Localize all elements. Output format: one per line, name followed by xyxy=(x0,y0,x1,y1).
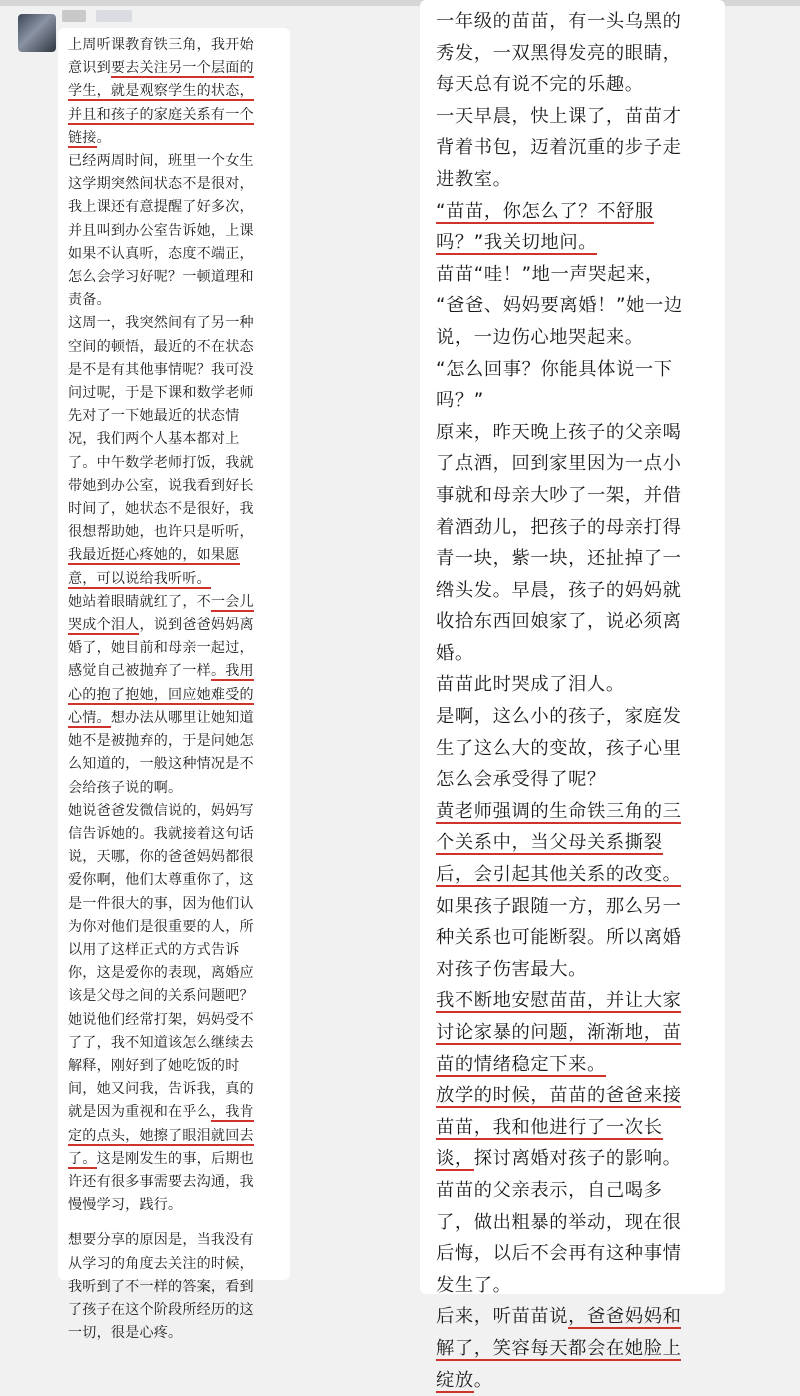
text-line xyxy=(436,1017,720,1049)
text-line: 是不是有其他事情呢？我可没 xyxy=(68,361,254,378)
text-line xyxy=(436,1080,720,1112)
text-line: 以用了这样正式的方式告诉 xyxy=(68,941,240,958)
text-line: 苗苗的父亲表示，自己喝多 xyxy=(436,1179,663,1201)
underlined-text: 。我用 xyxy=(210,663,254,680)
text-line: 你，这是爱你的表现，离婚应 xyxy=(68,965,254,982)
text-line: 背着书包，迈着沉重的步子走 xyxy=(436,137,682,159)
underlined-text: 要去关注另一个层面的 xyxy=(110,60,254,77)
text-line xyxy=(68,707,288,730)
text-line: 收拾东西回娘家了，说必须离 xyxy=(436,611,682,633)
text-line xyxy=(436,1365,720,1396)
text-line xyxy=(436,1301,720,1333)
underlined-text: ，爸爸妈妈和 xyxy=(568,1306,682,1328)
text-line: 着酒劲儿，把孩子的母亲打得 xyxy=(436,516,682,538)
text-line: 该是父母之间的关系问题吧？ xyxy=(68,988,254,1005)
text-line: 解释，刚好到了她吃饭的时 xyxy=(68,1057,240,1074)
underlined-text: 并且和孩子的家庭关系有一个 xyxy=(68,106,254,123)
text-line xyxy=(68,80,288,103)
underlined-text: 心的抱了抱她，回应她难受的 xyxy=(68,686,254,703)
underlined-text: 心情。 xyxy=(68,709,111,726)
underlined-text: 苗的情绪稳定下来。 xyxy=(436,1053,606,1075)
text-line xyxy=(68,614,288,637)
text-line xyxy=(436,859,720,891)
text-line: 了了，我不知道该怎么继续去 xyxy=(68,1034,254,1051)
text-line: 婚了，她目前和母亲一起过， xyxy=(68,640,254,657)
text-line: 说，一边伤心地哭起来。 xyxy=(436,326,644,348)
text-line xyxy=(436,827,720,859)
text-line: 想要分享的原因是，当我没有 xyxy=(68,1232,254,1249)
text-line: 绺头发。早晨，孩子的妈妈就 xyxy=(436,579,682,601)
underlined-text: 后，会引起其他关系的改变。 xyxy=(436,864,682,886)
text-line: 是啊，这么小的孩子，家庭发 xyxy=(436,706,682,728)
text-line xyxy=(68,544,288,567)
text-line: 会给孩子说的啊。 xyxy=(68,779,183,796)
text-line xyxy=(68,568,288,591)
text-line xyxy=(68,57,288,80)
text-line: 爱你啊，他们太尊重你了，这 xyxy=(68,872,254,889)
text-line: 慢慢学习，践行。 xyxy=(68,1197,183,1214)
text-line: 原来，昨天晚上孩子的父亲喝 xyxy=(436,421,682,443)
text-line xyxy=(436,985,720,1017)
text-line xyxy=(436,196,720,228)
text-line: 信告诉她的。我就接着这句话 xyxy=(68,825,254,842)
text-line: 了点酒，回到家里因为一点小 xyxy=(436,453,682,475)
underlined-text: 绽放 xyxy=(436,1369,474,1391)
text-line xyxy=(68,684,288,707)
text-line: 么知道的，一般这种情况是不 xyxy=(68,756,254,773)
text-line: 对孩子伤害最大。 xyxy=(436,958,588,980)
text-segment: ，说到爸爸妈妈离 xyxy=(139,617,254,634)
text-line: 一年级的苗苗，有一头乌黑的 xyxy=(436,11,682,32)
text-line: 这周一，我突然间有了另一种 xyxy=(68,315,254,332)
text-line: 我上课还有意提醒了好多次， xyxy=(68,199,254,216)
underlined-text: “苗苗，你怎么了？不舒服 xyxy=(436,200,654,222)
text-line: 秀发，一双黑得发亮的眼睛， xyxy=(436,42,682,64)
text-line: 她说爸爸发微信说的，妈妈写 xyxy=(68,802,254,819)
text-line: 如果孩子跟随一方，那么另一 xyxy=(436,895,682,917)
text-segment: 想办法从哪里让她知道 xyxy=(110,709,254,726)
text-line xyxy=(68,1125,288,1148)
text-line: 进教室。 xyxy=(436,168,512,190)
text-line: 她说他们经常打架，妈妈受不 xyxy=(68,1011,254,1028)
user-avatar-icon[interactable] xyxy=(18,14,56,52)
text-line: 上周听课教育铁三角，我开始 xyxy=(68,37,254,53)
blurred-name-tag xyxy=(96,10,132,22)
text-line: 时间了，她状态不是很好，我 xyxy=(68,501,254,518)
underlined-text: 苗苗，我和他进行了一次长 xyxy=(436,1116,663,1138)
text-line: 后悔，以后不会再有这种事情 xyxy=(436,1243,682,1265)
underlined-text: 了。 xyxy=(68,1150,97,1167)
text-line: 苗苗此时哭成了泪人。 xyxy=(436,674,625,696)
paragraph-gap xyxy=(68,1217,288,1229)
text-line: 空间的顿悟，最近的不在状态 xyxy=(68,338,254,355)
text-line: 我听到了不一样的答案，看到 xyxy=(68,1278,254,1295)
text-line: 为你对他们是很重要的人，所 xyxy=(68,918,254,935)
text-line xyxy=(436,227,720,259)
underlined-text: 黄老师强调的生命铁三角的三 xyxy=(436,800,682,822)
text-line xyxy=(68,127,288,150)
underlined-text: ，我肯 xyxy=(210,1104,254,1121)
underlined-text: 定的点头，她擦了眼泪就回去 xyxy=(68,1127,254,1144)
text-line: 带她到办公室，说我看到好长 xyxy=(68,477,254,494)
text-line: 问过呢，于是下课和数学老师 xyxy=(68,385,254,402)
text-line: 这学期突然间状态不是很对， xyxy=(68,176,254,193)
text-segment: 。 xyxy=(473,1369,493,1391)
text-line: 许还有很多事需要去沟通，我 xyxy=(68,1173,254,1190)
text-line: 并且叫到办公室告诉她，上课 xyxy=(68,222,254,239)
text-line: 从学习的角度去关注的时候， xyxy=(68,1255,254,1272)
underlined-text: 讨论家暴的问题，渐渐地，苗 xyxy=(436,1022,682,1043)
text-segment: 就是因为重视和在乎么 xyxy=(68,1104,211,1121)
text-line: 婚。 xyxy=(436,642,474,664)
underlined-text: 意，可以说给我听听。 xyxy=(68,570,211,587)
underlined-text: 个关系中，当父母关系撕裂 xyxy=(436,832,663,854)
text-line: 是一件很大的事，因为他们认 xyxy=(68,895,254,912)
underlined-text: 学生，就是观察学生的状态， xyxy=(68,83,254,100)
text-line xyxy=(436,1049,720,1081)
text-line: 吗？” xyxy=(436,390,484,412)
text-segment: 她站着眼睛就红了，不 xyxy=(68,593,211,610)
underlined-text: 放学的时候，苗苗的爸爸来接 xyxy=(436,1085,682,1107)
left-post-text xyxy=(68,34,288,1345)
text-segment: 感觉自己被抛弃了一样 xyxy=(68,663,211,680)
text-line: 她不是被抛弃的，于是问她怎 xyxy=(68,733,254,750)
text-line: 很想帮助她，也许只是听听， xyxy=(68,524,254,541)
text-line: 责备。 xyxy=(68,292,111,309)
text-line: “怎么回事？你能具体说一下 xyxy=(436,358,673,380)
text-line: 一天早晨，快上课了，苗苗才 xyxy=(436,105,682,127)
text-line: 生了这么大的变故，孩子心里 xyxy=(436,737,682,759)
text-line: 苗苗“哇！”地一声哭起来， xyxy=(436,263,664,285)
text-line: 事就和母亲大吵了一架，并借 xyxy=(436,484,682,506)
underlined-text: 一会儿 xyxy=(210,593,254,610)
text-line: 先对了一下她最近的状态情 xyxy=(68,408,240,425)
text-line: “爸爸、妈妈要离婚！”她一边 xyxy=(436,295,683,317)
text-line: 如果不认真听，态度不端正， xyxy=(68,245,254,262)
text-segment: 这是刚发生的事，后期也 xyxy=(96,1150,254,1167)
underlined-text: 哭成个泪人 xyxy=(68,617,140,634)
text-line: 已经两周时间，班里一个女生 xyxy=(68,153,254,170)
underlined-text: 吗？”我关切地问。 xyxy=(436,232,598,254)
text-line: 况，我们两个人基本都对上 xyxy=(68,431,240,448)
text-line: 怎么会承受得了呢？ xyxy=(436,769,606,791)
text-line: 每天总有说不完的乐趣。 xyxy=(436,74,644,96)
blurred-name xyxy=(62,10,86,22)
text-line xyxy=(436,796,720,828)
text-segment: 后来，听苗苗说 xyxy=(436,1306,569,1328)
text-line: 说，天哪，你的爸爸妈妈都很 xyxy=(68,849,254,866)
text-line xyxy=(436,1112,720,1144)
underlined-text: 我不断地安慰苗苗，并让大家 xyxy=(436,990,682,1012)
text-line xyxy=(436,1143,720,1175)
text-line: 了孩子在这个阶段所经历的这 xyxy=(68,1301,254,1318)
text-line: 青一块，紫一块，还扯掉了一 xyxy=(436,548,682,570)
text-line xyxy=(68,104,288,127)
underlined-text: 我最近挺心疼她的，如果愿 xyxy=(68,547,240,564)
text-line: 一切，很是心疼。 xyxy=(68,1325,183,1342)
text-line: 怎么会学习好呢？一顿道理和 xyxy=(68,269,254,286)
text-segment: 。 xyxy=(96,129,111,146)
text-segment: 意识到 xyxy=(68,60,111,77)
text-line: 间，她又问我，告诉我，真的 xyxy=(68,1081,254,1098)
text-line: 发生了。 xyxy=(436,1274,512,1296)
underlined-text: 解了，笑容每天都会在她脸上 xyxy=(436,1337,682,1359)
text-line xyxy=(68,1148,288,1171)
text-line xyxy=(68,1101,288,1124)
text-segment: 探讨离婚对孩子的影响。 xyxy=(473,1148,682,1170)
underlined-text: 链接 xyxy=(68,129,97,146)
text-line: 了，做出粗暴的举动，现在很 xyxy=(436,1211,682,1233)
text-line xyxy=(436,1333,720,1365)
text-line xyxy=(68,660,288,683)
underlined-text: 谈， xyxy=(436,1148,474,1170)
text-line: 了。中午数学老师打饭，我就 xyxy=(68,454,254,471)
text-line xyxy=(68,591,288,614)
text-line: 种关系也可能断裂。所以离婚 xyxy=(436,927,682,949)
right-post-text xyxy=(436,6,720,1396)
